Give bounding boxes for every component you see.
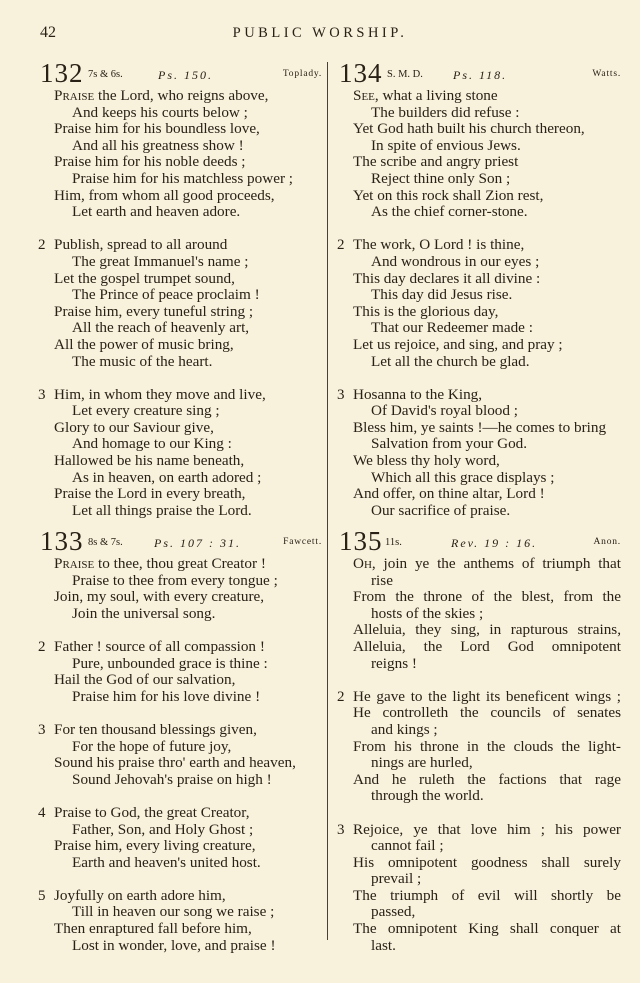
verse-line: Father ! source of all compassion ! — [54, 637, 265, 655]
verse-line: hosts of the skies ; — [371, 604, 484, 622]
hymn-meter: 11s. — [385, 537, 402, 548]
verse-line: As in heaven, on earth adored ; — [72, 468, 262, 486]
verse-line: Praise him for his noble deeds ; — [54, 153, 246, 171]
stanza-number: 3 — [38, 386, 46, 403]
verse-line: Bless him, ye saints !—he comes to bring — [353, 418, 607, 436]
stanza-number: 4 — [38, 804, 46, 821]
verse-line: For ten thousand blessings given, — [54, 720, 257, 738]
verse-line: last. — [371, 936, 396, 954]
stanza — [339, 822, 621, 955]
verse-line: Joyfully on earth adore him, — [54, 886, 226, 904]
verse-line: The music of the heart. — [72, 352, 213, 370]
verse-line: Him, in whom they move and live, — [54, 385, 266, 403]
verse-line: Hosanna to the King, — [353, 385, 483, 403]
verse-line: Hail the God of our salvation, — [54, 671, 236, 689]
verse-line: Father, Son, and Holy Ghost ; — [72, 820, 254, 838]
first-word: Oh — [353, 555, 372, 572]
verse-line: Alleluia, they sing, in rapturous strains, — [353, 621, 621, 639]
stanza — [40, 237, 322, 370]
stanza — [40, 722, 322, 788]
verse-line: cannot fail ; — [371, 837, 444, 855]
scripture-ref: Ps. 107 : 31. — [154, 536, 241, 550]
stanza-number: 2 — [337, 688, 345, 705]
page-number: 42 — [40, 24, 56, 41]
verse-line: He gave to the light its beneficent wings ; — [353, 687, 621, 705]
stanza — [339, 88, 621, 221]
verse-line: From his throne in the clouds the light- — [353, 737, 621, 755]
scripture-ref: Ps. 150. — [158, 68, 213, 82]
first-word: Praise — [54, 555, 95, 572]
column-divider — [327, 62, 328, 940]
verse-line: Praise him, every tuneful string ; — [54, 302, 254, 320]
verse-line: Praise to God, the great Creator, — [54, 803, 250, 821]
verse-line: Earth and heaven's united host. — [72, 853, 261, 871]
verse-line: That our Redeemer made : — [371, 319, 533, 337]
verse-line: From the throne of the blest, from the — [353, 588, 621, 606]
verse-line: And all his greatness show ! — [72, 136, 244, 154]
verse-line: Rejoice, ye that love him ; his power — [353, 820, 621, 838]
verse-line: reigns ! — [371, 654, 417, 672]
verse-line: This day did Jesus rise. — [371, 286, 513, 304]
verse-line: Alleluia, the Lord God omnipotent — [353, 637, 621, 655]
verse-line: And he ruleth the factions that rage — [353, 770, 621, 788]
first-word: See — [353, 87, 375, 104]
verse-line: Then enraptured fall before him, — [54, 920, 252, 938]
verse-line: and kings ; — [371, 720, 438, 738]
verse-line: Praise him, every living creature, — [54, 837, 256, 855]
verse-line: Of David's royal blood ; — [371, 402, 518, 420]
verse-line: And wondrous in our eyes ; — [371, 252, 540, 270]
verse-line: Hallowed be his name beneath, — [54, 452, 245, 470]
verse-line: Yet on this rock shall Zion rest, — [353, 186, 544, 204]
verse-line: through the world. — [371, 787, 484, 805]
verse-line: Reject thine only Son ; — [371, 169, 511, 187]
verse-line: Praise the Lord, who reigns above, — [54, 87, 269, 104]
verse-line: Sound Jehovah's praise on high ! — [72, 770, 272, 788]
hymn-author: Toplady. — [282, 69, 322, 79]
verse-line: Praise to thee from every tongue ; — [72, 571, 278, 589]
hymn-134 — [337, 58, 621, 519]
verse-line: Publish, spread to all around — [54, 236, 228, 254]
verse-line: And offer, on thine altar, Lord ! — [353, 485, 545, 503]
verse-line: Let the gospel trumpet sound, — [54, 269, 235, 287]
hymn-meter: 7s & 6s. — [88, 69, 123, 80]
hymn-meter: S. M. D. — [387, 69, 423, 80]
hymn-number: 135 — [339, 526, 383, 556]
verse-line: nings are hurled, — [371, 754, 473, 772]
verse-line: His omnipotent goodness shall surely — [353, 853, 621, 871]
hymn-number: 133 — [40, 526, 84, 556]
verse-line: prevail ; — [371, 870, 422, 888]
hymn-135 — [337, 526, 621, 954]
verse-line: Lost in wonder, love, and praise ! — [72, 936, 276, 954]
verse-line: Glory to our Saviour give, — [54, 418, 214, 436]
verse-line: The great Immanuel's name ; — [72, 252, 249, 270]
verse-line: We bless thy holy word, — [353, 452, 500, 470]
stanza — [40, 556, 322, 622]
hymn-132 — [38, 58, 322, 519]
hymn-header — [40, 58, 322, 88]
verse-line: The builders did refuse : — [371, 103, 520, 121]
verse-line: The Prince of peace proclaim ! — [72, 286, 260, 304]
hymn-meter: 8s & 7s. — [88, 537, 123, 548]
verse-line: This is the glorious day, — [353, 302, 499, 320]
verse-line: Praise him for his matchless power ; — [72, 169, 294, 187]
running-head: PUBLIC WORSHIP. — [232, 25, 408, 41]
hymn-author: Fawcett. — [283, 537, 322, 547]
verse-line: All the power of music bring, — [54, 335, 234, 353]
verse-line: Sound his praise thro' earth and heaven, — [54, 754, 296, 772]
hymn-author: Anon. — [593, 537, 621, 547]
verse-line: And homage to our King : — [72, 435, 232, 453]
verse-line: Praise to thee, thou great Creator ! — [54, 555, 266, 572]
verse-line: He controlleth the councils of senates — [353, 704, 621, 722]
stanza-number: 2 — [38, 638, 46, 655]
verse-line: rise — [371, 571, 393, 589]
verse-line: passed, — [371, 903, 416, 921]
hymn-author: Watts. — [592, 69, 621, 79]
stanza — [339, 689, 621, 805]
verse-line: All the reach of heavenly art, — [72, 319, 250, 337]
stanza-number: 2 — [337, 237, 345, 254]
verse-line: Him, from whom all good proceeds, — [54, 186, 275, 204]
verse-line: Till in heaven our song we raise ; — [72, 903, 275, 921]
stanza — [40, 888, 322, 954]
verse-line: Which all this grace displays ; — [371, 468, 555, 486]
hymn-header — [339, 526, 621, 556]
verse-line: The omnipotent King shall conquer at — [353, 920, 621, 938]
stanza-number: 3 — [38, 721, 46, 738]
hymn-header — [40, 526, 322, 556]
stanza — [339, 387, 621, 520]
verse-line: Praise him for his love divine ! — [72, 687, 261, 705]
verse-line: Our sacrifice of praise. — [371, 501, 511, 519]
stanza — [40, 387, 322, 520]
verse-line: Pure, unbounded grace is thine : — [72, 654, 268, 672]
verse-line: The triumph of evil will shortly be — [353, 886, 621, 904]
verse-line: The work, O Lord ! is thine, — [353, 236, 525, 254]
stanza — [40, 639, 322, 705]
verse-line: Praise him for his boundless love, — [54, 120, 260, 138]
verse-line: See, what a living stone — [353, 87, 498, 104]
verse-line: As the chief corner-stone. — [371, 203, 528, 221]
stanza-number: 3 — [337, 821, 345, 838]
verse-line: Join, my soul, with every creature, — [54, 588, 265, 606]
stanza — [40, 805, 322, 871]
hymn-number: 132 — [40, 58, 84, 88]
stanza — [339, 237, 621, 370]
stanza-number: 5 — [38, 887, 46, 904]
verse-line: In spite of envious Jews. — [371, 136, 521, 154]
verse-line: Let all the church be glad. — [371, 352, 530, 370]
verse-line: Let every creature sing ; — [72, 402, 220, 420]
first-word: Praise — [54, 87, 95, 104]
scripture-ref: Rev. 19 : 16. — [451, 536, 538, 550]
verse-line: Let us rejoice, and sing, and pray ; — [353, 335, 563, 353]
verse-line: Let all things praise the Lord. — [72, 501, 252, 519]
verse-line: The scribe and angry priest — [353, 153, 519, 171]
verse-line: For the hope of future joy, — [72, 737, 232, 755]
verse-line: Let earth and heaven adore. — [72, 203, 241, 221]
verse-line: Yet God hath built his church thereon, — [353, 120, 585, 138]
hymn-header — [339, 58, 621, 88]
verse-line: Salvation from your God. — [371, 435, 528, 453]
stanza — [339, 556, 621, 672]
stanza-number: 2 — [38, 237, 46, 254]
verse-line: And keeps his courts below ; — [72, 103, 248, 121]
verse-line: Praise the Lord in every breath, — [54, 485, 246, 503]
scripture-ref: Ps. 118. — [453, 68, 508, 82]
hymn-133 — [38, 526, 322, 954]
hymn-number: 134 — [339, 58, 383, 88]
verse-line: This day declares it all divine : — [353, 269, 541, 287]
verse-line: Join the universal song. — [72, 604, 216, 622]
verse-line: Oh, join ye the anthems of triumph that — [353, 555, 621, 572]
stanza-number: 3 — [337, 386, 345, 403]
stanza — [40, 88, 322, 221]
